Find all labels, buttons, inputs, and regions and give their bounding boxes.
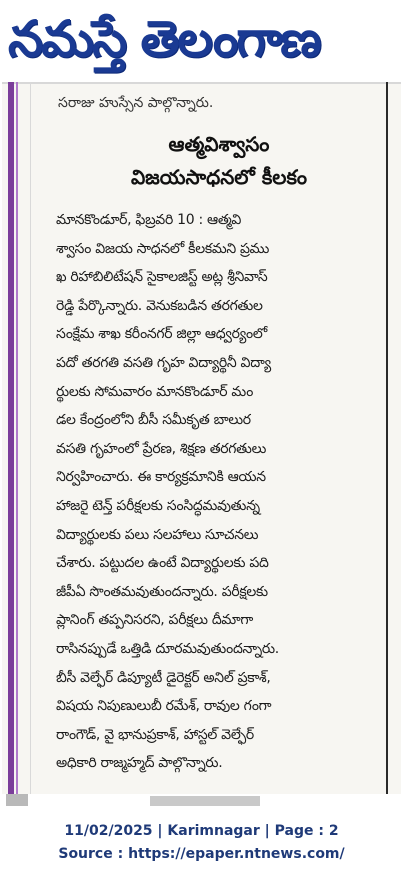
body-line: అధికారి రాజ్మహ్మద్ పాల్గొన్నారు. xyxy=(56,755,223,772)
body-line: శ్వాసం విజయ సాధనలో కీలకమని ప్రము xyxy=(56,240,270,257)
body-line: రాంగౌడ్, వై భానుప్రకాశ్, హాస్టల్ వెల్ఫేర్ xyxy=(56,726,254,743)
masthead xyxy=(2,0,401,84)
masthead-title: నమస్తే తెలంగాణ xyxy=(8,10,320,68)
headline-line-2: విజయసాధనలో కీలకం xyxy=(130,165,308,189)
body-line: ర్థులకు సోమవారం మానకొండూర్ మం xyxy=(56,383,254,400)
body-line: చేశారు. పట్టుదల ఉంటే విద్యార్థులకు పది xyxy=(56,555,269,572)
column-border-inner xyxy=(16,82,18,794)
newspaper-clipping xyxy=(2,0,401,794)
right-column-rule xyxy=(386,82,388,794)
previous-article-tail: సరాజు హుస్సేన పాల్గొన్నారు. xyxy=(58,95,214,111)
clipping-footer xyxy=(0,820,403,866)
article xyxy=(56,92,382,778)
headline xyxy=(56,128,382,194)
body-line: రెడ్డి పేర్కొన్నారు. వెనుకబడిన తరగతుల xyxy=(56,297,263,314)
next-article-fragment xyxy=(6,794,28,806)
body-line: ఖ రిహాబిలిటేషన్ సైకాలజిస్ట్ అట్ల శ్రీనివాస్ xyxy=(56,269,268,286)
body-line: మానకొండూర్, ఫిబ్రవరి 10 : ఆత్మవి xyxy=(56,212,242,228)
next-article-edge xyxy=(0,794,403,808)
column-border-bar xyxy=(8,82,14,794)
next-article-heading-fragment xyxy=(150,796,260,806)
body-line: వసతి గృహంలో ప్రేరణ, శిక్షణ తరగతులు xyxy=(56,440,267,457)
body-line: జీపీఏ సొంతమవుతుందన్నారు. పరీక్షలకు xyxy=(56,583,268,600)
column-separator xyxy=(30,82,31,794)
body-line: నిర్వహించారు. ఈ కార్యక్రమానికి ఆయన xyxy=(56,469,266,486)
body-line: విషయ నిపుణులుబీ రమేశ్, రావుల గంగా xyxy=(56,698,272,715)
body-line: హాజరై టెన్త్ పరీక్షలకు సంసిద్ధమవుతున్న xyxy=(56,497,260,514)
footer-date-edition-page: 11/02/2025 | Karimnagar | Page : 2 xyxy=(64,823,339,839)
body-line: ప్లానింగ్ తప్పనిసరని, పరీక్షలు దీమాగా xyxy=(56,612,254,629)
body-line: బీసీ వెల్ఫేర్ డిప్యూటీ డైరెక్టర్ అనిల్ ప్రకాశ్, xyxy=(56,669,271,686)
headline-line-1: ఆత్మవిశ్వాసం xyxy=(168,132,270,156)
body-line: పదో తరగతి వసతి గృహ విద్యార్థినీ విద్యా xyxy=(56,354,271,371)
body-line: సంక్షేమ శాఖ కరీంనగర్ జిల్లా ఆధ్వర్యంలో xyxy=(56,326,267,343)
body-line: డల కేంద్రంలోని బీసీ సమీకృత బాలుర xyxy=(56,412,251,429)
body-line: రాసినప్పుడే ఒత్తిడి దూరమవుతుందన్నారు. xyxy=(56,640,279,657)
article-body xyxy=(56,206,382,778)
body-line: విద్యార్థులకు పలు సలహాలు సూచనలు xyxy=(56,526,259,543)
footer-source: Source : https://epaper.ntnews.com/ xyxy=(58,846,345,862)
